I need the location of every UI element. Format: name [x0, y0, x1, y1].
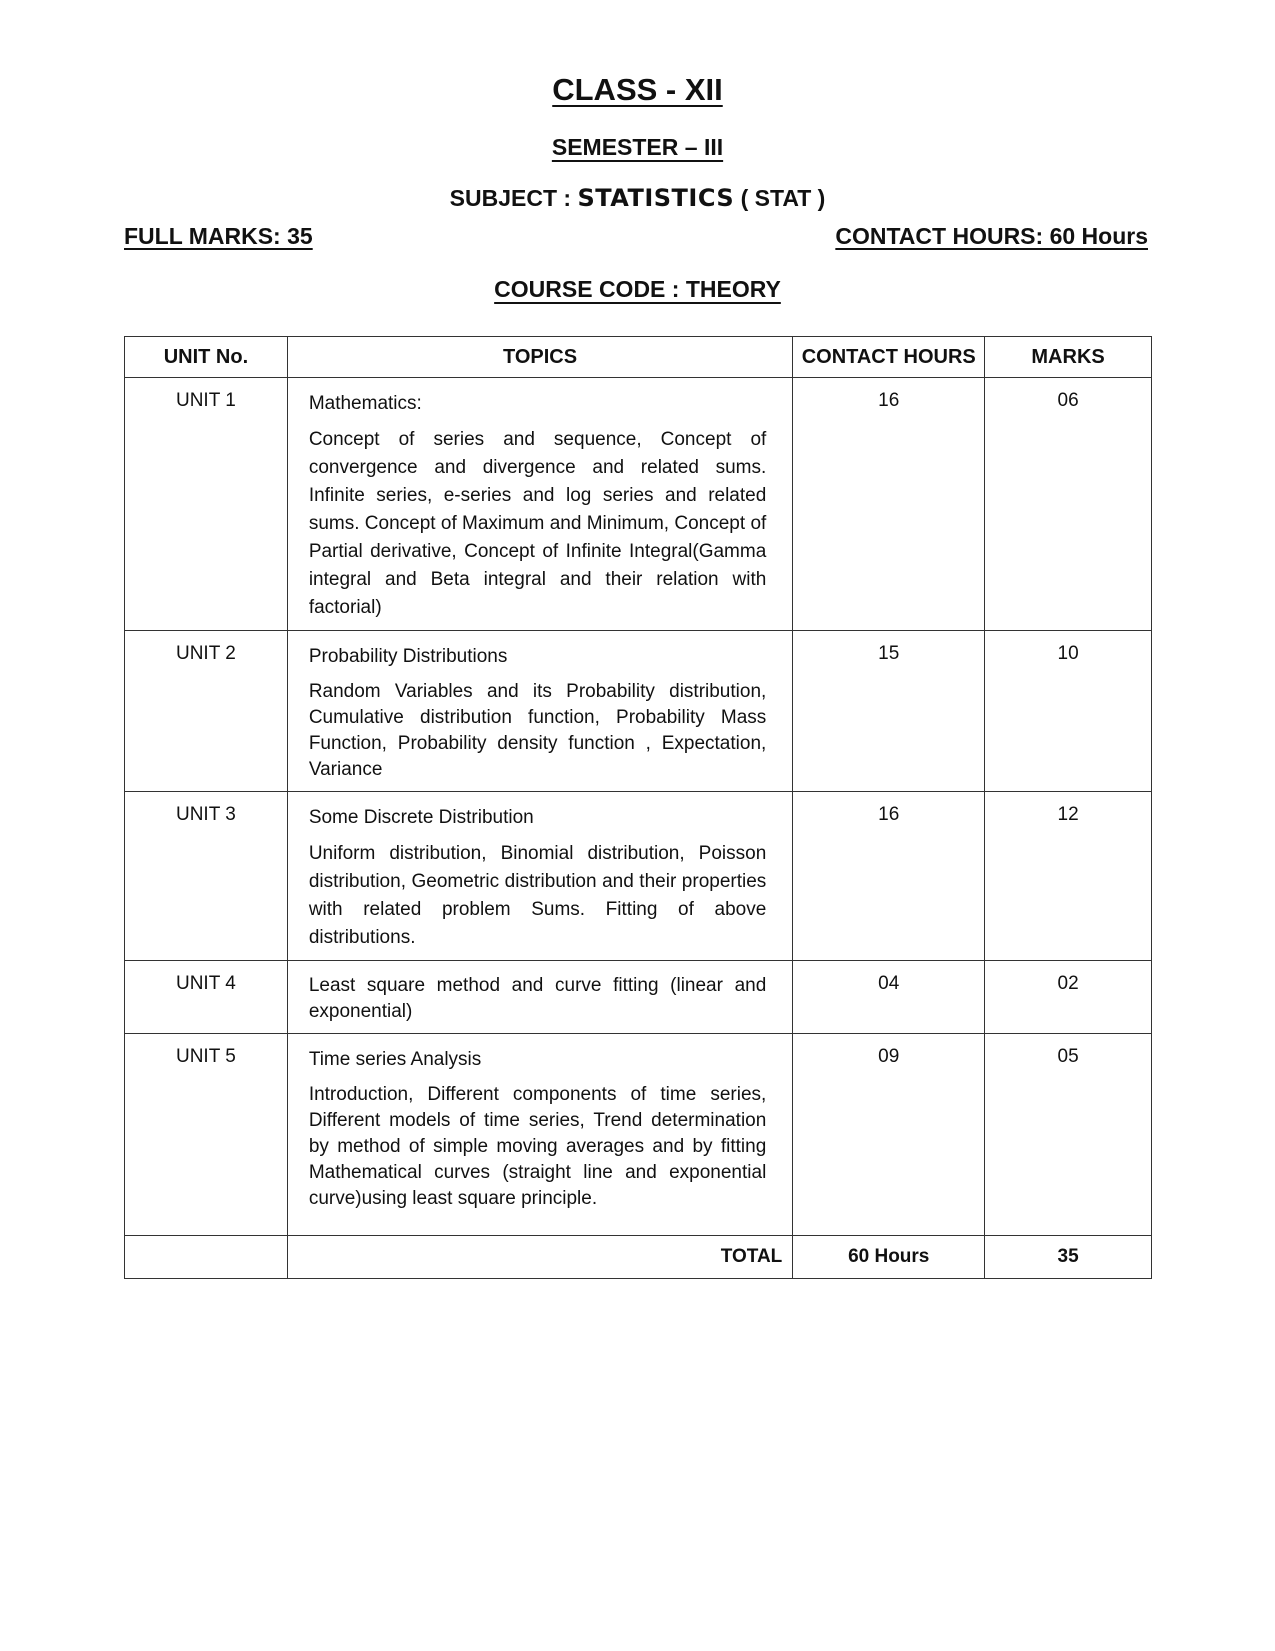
- topic-cell: [287, 792, 792, 961]
- topic-body: Concept of series and sequence, Concept of convergence and divergence and related sums. Infinite series, e-series and log series and related sums. Concept of Maximum and Minimum, Concept of Partial derivative, Concept of Infinite Integral(Gamma integral and Beta integral and their relation with factorial): [308, 429, 767, 618]
- marks-cell: 12: [985, 792, 1152, 961]
- table-row: [125, 631, 1152, 792]
- hours-cell: 15: [793, 631, 985, 792]
- topic-cell: [287, 631, 792, 792]
- hours-cell: 16: [793, 792, 985, 961]
- unit-cell: UNIT 2: [125, 631, 288, 792]
- topic-title: Time series Analysis: [308, 1049, 482, 1070]
- topic-body: Least square method and curve fitting (linear and exponential): [308, 975, 767, 1022]
- table-row: [125, 792, 1152, 961]
- column-header-unit: UNIT No.: [125, 337, 288, 378]
- marks-cell: 05: [985, 1034, 1152, 1236]
- class-title: CLASS - XII: [552, 72, 723, 107]
- table-row: [125, 378, 1152, 631]
- total-label: TOTAL: [287, 1236, 792, 1279]
- marks-cell: 10: [985, 631, 1152, 792]
- unit-cell: UNIT 4: [125, 961, 288, 1034]
- total-marks: 35: [985, 1236, 1152, 1279]
- subject-line: [0, 184, 1275, 212]
- contact-hours: CONTACT HOURS: 60 Hours: [835, 223, 1148, 249]
- topic-body: Random Variables and its Probability distribution, Cumulative distribution function, Probability Mass Function, Probability density function , Expectation, Variance: [308, 681, 767, 780]
- unit-cell: UNIT 3: [125, 792, 288, 961]
- hours-cell: 09: [793, 1034, 985, 1236]
- table-row: [125, 961, 1152, 1034]
- syllabus-table: [124, 336, 1152, 1279]
- topic-body: Introduction, Different components of time series, Different models of time series, Trend determination by method of simple moving averages and by fitting Mathematical curves (straight line and exponential curve)using least square principle.: [308, 1084, 767, 1209]
- column-header-marks: MARKS: [985, 337, 1152, 378]
- marks-cell: 02: [985, 961, 1152, 1034]
- subject-label: SUBJECT :: [449, 185, 578, 211]
- hours-cell: 04: [793, 961, 985, 1034]
- total-hours: 60 Hours: [793, 1236, 985, 1279]
- topic-title: Probability Distributions: [308, 646, 508, 667]
- topic-cell: [287, 378, 792, 631]
- subject-name: STATISTICS: [577, 184, 735, 212]
- full-marks: FULL MARKS: 35: [124, 223, 313, 249]
- topic-cell: [287, 1034, 792, 1236]
- subject-code: ( STAT ): [734, 185, 826, 211]
- course-code: COURSE CODE : THEORY: [494, 276, 781, 302]
- hours-cell: 16: [793, 378, 985, 631]
- column-header-contact-hours: CONTACT HOURS: [793, 337, 985, 378]
- marks-cell: 06: [985, 378, 1152, 631]
- topic-title: Mathematics:: [308, 393, 422, 414]
- topic-cell: [287, 961, 792, 1034]
- unit-cell: UNIT 5: [125, 1034, 288, 1236]
- total-row: [125, 1236, 1152, 1279]
- topic-body: Uniform distribution, Binomial distribution, Poisson distribution, Geometric distribution and their properties with related problem Sums. Fitting of above distributions.: [308, 843, 767, 948]
- topic-title: Some Discrete Distribution: [308, 807, 534, 828]
- table-row: [125, 1034, 1152, 1236]
- semester-title: SEMESTER – III: [551, 134, 724, 160]
- table-header-row: [125, 337, 1152, 378]
- column-header-topics: TOPICS: [287, 337, 792, 378]
- total-empty-cell: [125, 1236, 288, 1279]
- unit-cell: UNIT 1: [125, 378, 288, 631]
